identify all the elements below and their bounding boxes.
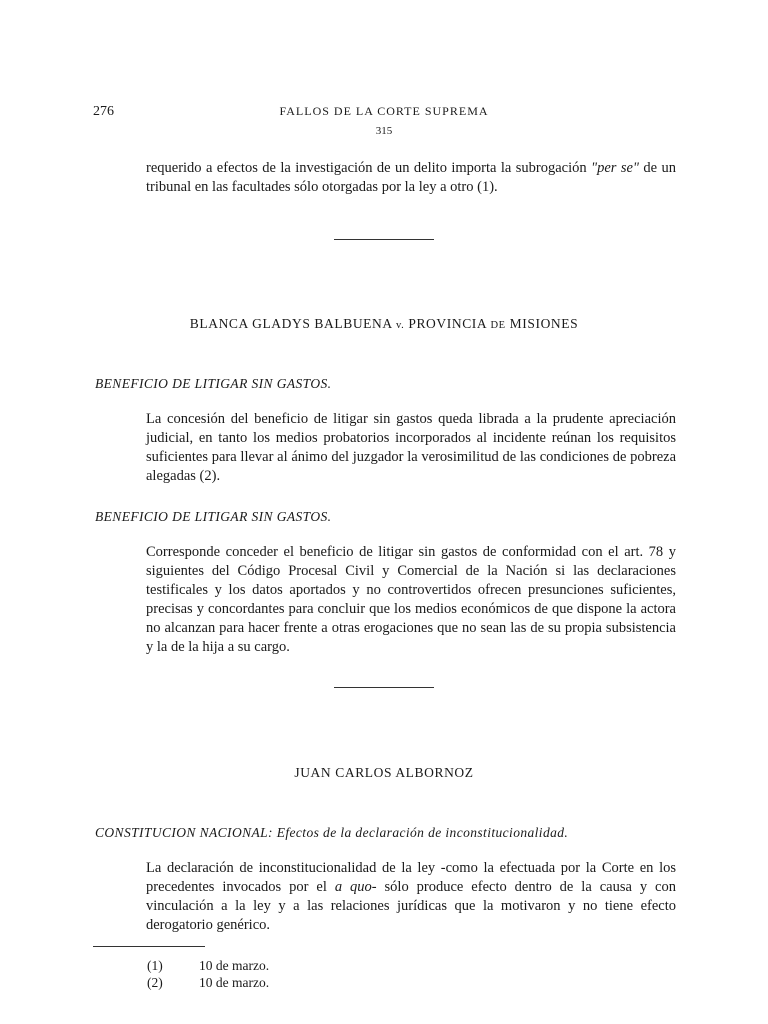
- case-versus: v.: [395, 320, 405, 331]
- footnote-number: (2): [147, 975, 163, 990]
- case-title-albornoz: JUAN CARLOS ALBORNOZ: [294, 765, 474, 780]
- page-number: 276: [93, 104, 114, 119]
- intro-text-2: de un tribunal en las facultades sólo otorgadas por la ley a otro (1).: [146, 160, 676, 195]
- para3-text-1: La declaración de inconstitucionalidad de la ley -como la efectuada por la Corte en los precedentes invocados por el: [146, 860, 676, 895]
- headnote-paragraph-2: Corresponde conceder el beneficio de litigar sin gastos de conformidad con el art. 78 y siguientes del Código Procesal Civil y Comercial de la Nación si las declaraciones testificales y los datos aportados y no controvertidos ofrecen presunciones suficientes, precisas y concordantes para concluir que los medios económicos de que dispone la actora no alcanzan para hacer frente a otras erogaciones que no sean las de su propia subsistencia y la de la hija a su cargo.: [146, 544, 676, 655]
- volume-number: 315: [375, 125, 393, 137]
- case-party-2: PROVINCIA: [404, 316, 491, 331]
- headnote-paragraph-3: [146, 859, 676, 935]
- footnote-2: [147, 975, 269, 991]
- headnote-heading-2: BENEFICIO DE LITIGAR SIN GASTOS.: [95, 509, 332, 524]
- heading-sub: Efectos de la declaración de inconstitucionalidad.: [272, 825, 569, 840]
- headnote-heading-3: [95, 825, 568, 841]
- case-title-balbuena: [0, 316, 768, 332]
- footnote-text: 10 de marzo.: [199, 958, 270, 973]
- intro-text-1: requerido a efectos de la investigación de un delito importa la subrogación: [146, 160, 591, 176]
- headnote-paragraph-1: La concesión del beneficio de litigar sin gastos queda librada a la prudente apreciación judicial, en tanto los medios probatorios incorporados al incidente reúnan los requisitos suficientes para llevar al ánimo del juzgador la verosimilitud de las condiciones de pobreza alegadas (2).: [146, 411, 676, 484]
- running-head: FALLOS DE LA CORTE SUPREMA: [279, 104, 489, 118]
- footnote-separator: [93, 946, 205, 947]
- footnote-number: (1): [147, 958, 163, 973]
- para3-italic: a quo: [334, 879, 372, 895]
- intro-paragraph: [146, 159, 676, 197]
- para3-text-2: - sólo produce efecto dentro de la causa y con vinculación a la ley y a las relaciones jurídicas que la motivaron y no tiene efecto derogatorio genérico.: [146, 879, 676, 933]
- footnote-text: 10 de marzo.: [199, 975, 270, 990]
- section-divider: [334, 239, 434, 240]
- intro-italic: "per se": [591, 160, 639, 176]
- case-de: DE: [490, 320, 506, 331]
- section-divider: [334, 687, 434, 688]
- footnote-1: [147, 958, 269, 974]
- case-party-3: MISIONES: [505, 316, 579, 331]
- heading-main: CONSTITUCION NACIONAL:: [95, 825, 273, 840]
- headnote-heading-1: BENEFICIO DE LITIGAR SIN GASTOS.: [95, 376, 332, 391]
- case-party-1: BLANCA GLADYS BALBUENA: [189, 316, 396, 331]
